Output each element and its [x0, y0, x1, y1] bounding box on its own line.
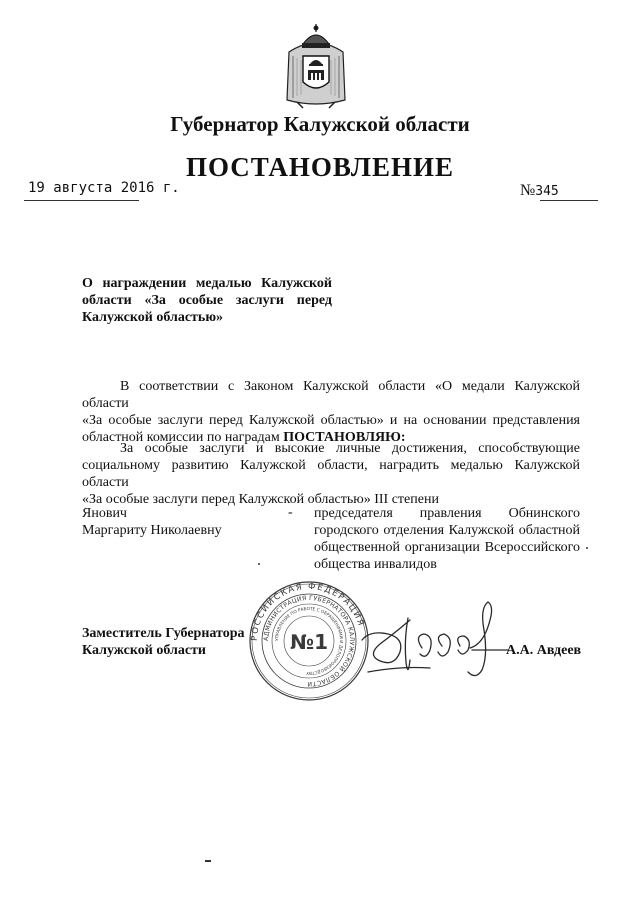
handwritten-signature: [360, 600, 510, 680]
paragraph-line: За особые заслуги и высокие личные достижения, способствующие: [120, 441, 580, 456]
number-value: 345: [535, 184, 559, 199]
date-underline: [24, 200, 139, 201]
number-sign: №: [520, 182, 536, 199]
position-line: общества инвалидов: [314, 557, 437, 572]
preamble-paragraph: [82, 378, 580, 446]
signatory-name: А.А. Авдеев: [506, 643, 582, 658]
scan-speck: [258, 563, 260, 565]
issuer-title: Губернатор Калужской области: [170, 112, 470, 136]
stamp-center-number: №1: [290, 630, 328, 654]
decree-keyword: ПОСТАНОВЛЯЮ:: [283, 430, 406, 445]
stamp-inner-text: УПРАВЛЕНИЕ ПО РАБОТЕ С ОБРАЩЕНИЯМИ И ДЕЛОПРОИЗВОДСТВУ: [273, 605, 345, 677]
paragraph-line: «За особые заслуги перед Калужской областью» и на основании представления: [82, 413, 580, 428]
subject-line: Калужской областью»: [82, 310, 224, 325]
paragraph-line: В соответствии с Законом Калужской области «О медали Калужской области: [82, 379, 580, 411]
recipient-dash: -: [288, 505, 293, 520]
subject-line: области «За особые заслуги перед: [82, 293, 332, 308]
recipient-name: [82, 505, 222, 539]
subject-line: О награждении медалью Калужской: [82, 276, 332, 291]
position-line: общественной организации Всероссийского: [314, 540, 580, 555]
official-stamp: [248, 580, 370, 702]
position-line: председателя правления Обнинского: [314, 506, 580, 521]
signatory-title-line: Калужской области: [82, 643, 206, 658]
decree-number: [520, 182, 559, 200]
number-underline: [540, 200, 598, 201]
scan-speck: [586, 547, 588, 549]
stamp-ring-text: АДМИНИСТРАЦИЯ ГУБЕРНАТОРА КАЛУЖСКОЙ ОБЛАСТИ: [262, 594, 356, 688]
signatory-title-line: Заместитель Губернатора: [82, 626, 245, 641]
stamp-outer-text: РОССИЙСКАЯ ФЕДЕРАЦИЯ: [249, 581, 366, 642]
signatory-title: [82, 625, 245, 659]
paragraph-line: социальному развитию Калужской области, наградить медалью Калужской области: [82, 458, 580, 490]
decree-subject: [82, 275, 332, 326]
position-line: городского отделения Калужской областной: [314, 523, 580, 538]
paragraph-text: областной комиссии по наградам: [82, 430, 284, 445]
recipient-position: [314, 505, 580, 573]
decree-date: 19 августа 2016 г.: [28, 180, 180, 196]
document-type: ПОСТАНОВЛЕНИЕ: [185, 152, 455, 182]
recipient-surname: Янович: [82, 506, 127, 521]
coat-of-arms-icon: [283, 22, 349, 110]
scan-speck: [205, 860, 211, 862]
award-paragraph: [82, 440, 580, 508]
paragraph-line: «За особые заслуги перед Калужской областью» III степени: [82, 492, 439, 507]
recipient-given-names: Маргариту Николаевну: [82, 523, 222, 538]
